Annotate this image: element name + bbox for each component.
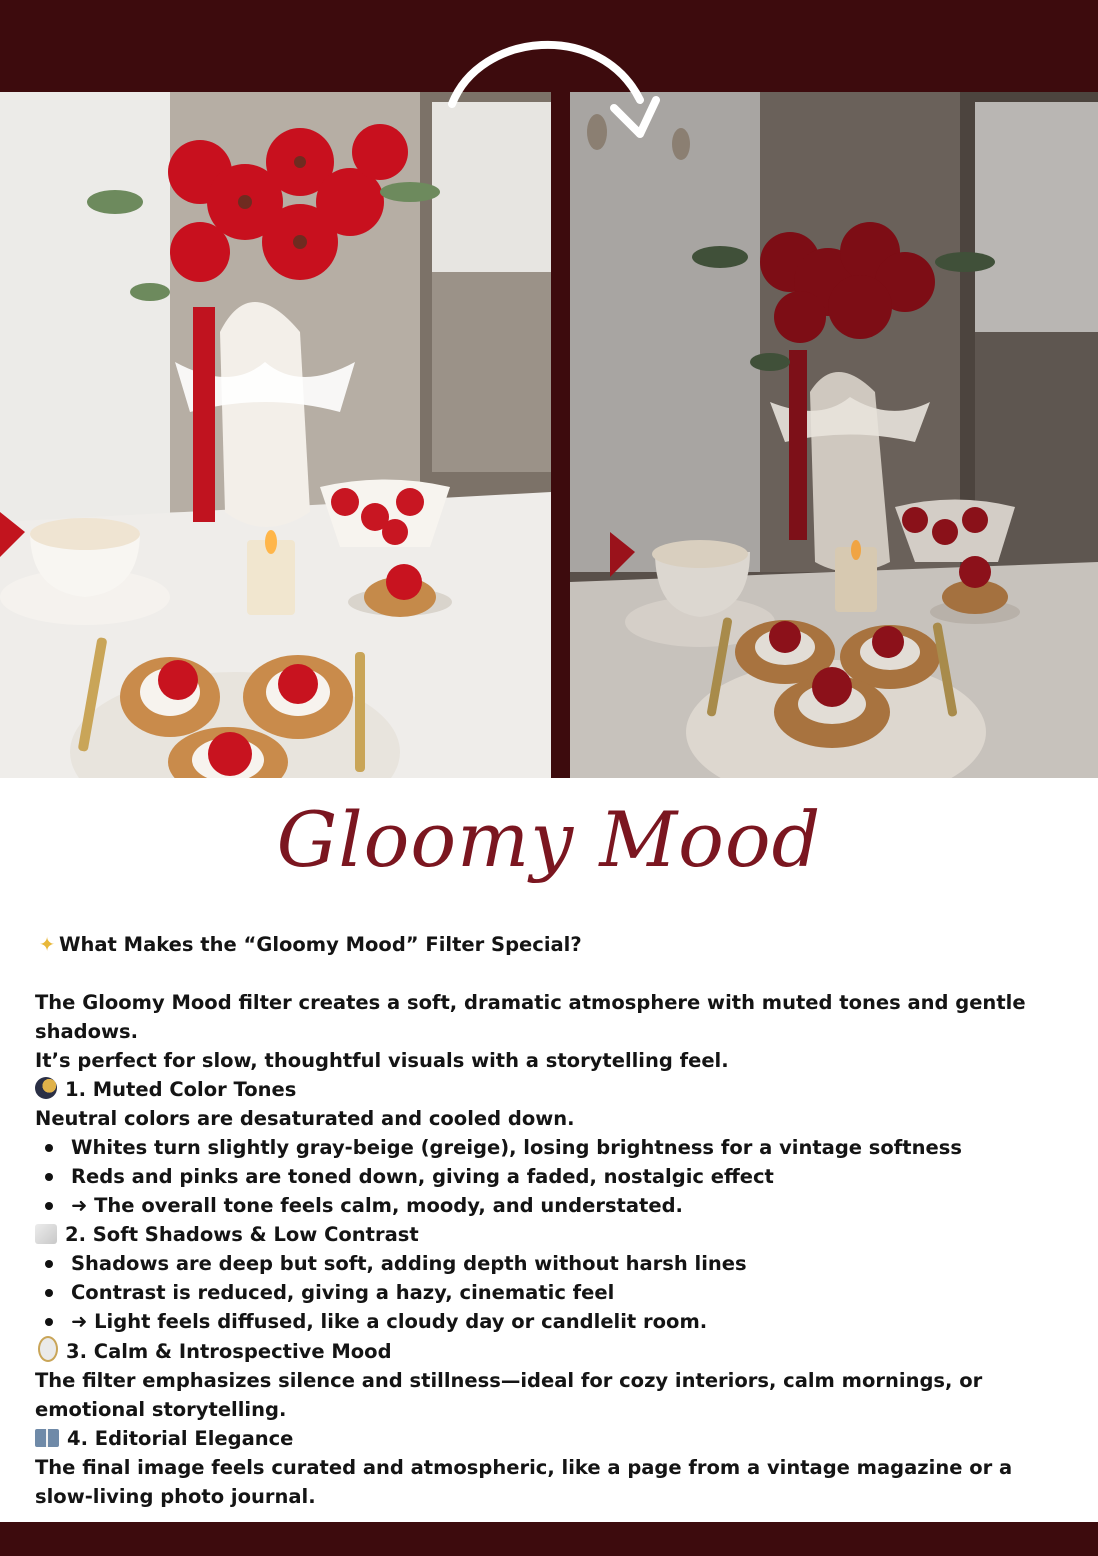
list-item: Shadows are deep but soft, adding depth without harsh lines <box>71 1249 1075 1278</box>
sparkles-icon: ✦ <box>38 933 56 956</box>
section-heading-2: 2. Soft Shadows & Low Contrast <box>35 1220 1075 1249</box>
section-body-3: The filter emphasizes silence and stillness—ideal for cozy interiors, calm mornings, or emotional storytelling. <box>35 1369 983 1421</box>
list-item: Whites turn slightly gray-beige (greige), losing brightness for a vintage softness <box>71 1133 1075 1162</box>
intro-line-2: It’s perfect for slow, thoughtful visuals with a storytelling feel. <box>35 1049 729 1072</box>
section-list-2 <box>35 1249 1075 1336</box>
photo-divider <box>551 92 570 778</box>
list-item: ➜ Light feels diffused, like a cloudy day or candlelit room. <box>71 1307 1075 1336</box>
list-item: Reds and pinks are toned down, giving a faded, nostalgic effect <box>71 1162 1075 1191</box>
description <box>35 930 1075 1511</box>
section-heading-4: 4. Editorial Elegance <box>35 1424 1075 1453</box>
section-body-4: The final image feels curated and atmospheric, like a page from a vintage magazine or a slow-living photo journal. <box>35 1456 1013 1508</box>
after-photo <box>570 92 1098 778</box>
section-lead-1: Neutral colors are desaturated and cooled down. <box>35 1107 575 1130</box>
list-item: ➜ The overall tone feels calm, moody, and understated. <box>71 1191 1075 1220</box>
bottom-banner <box>0 1522 1098 1556</box>
curved-arrow-icon <box>0 0 1098 160</box>
question-heading: ✦ What Makes the “Gloomy Mood” Filter Special? <box>35 930 1075 959</box>
section-heading-1: 1. Muted Color Tones <box>35 1075 1075 1104</box>
before-photo <box>0 92 551 778</box>
cloud-icon <box>35 1224 57 1244</box>
section-list-1 <box>35 1133 1075 1220</box>
moon-icon <box>35 1077 57 1099</box>
intro-line-1: The Gloomy Mood filter creates a soft, dramatic atmosphere with muted tones and gentle shadows. <box>35 991 1026 1043</box>
mirror-icon <box>38 1336 58 1362</box>
page-title: Gloomy Mood <box>276 795 822 884</box>
section-heading-3: 3. Calm & Introspective Mood <box>35 1336 1075 1366</box>
book-icon <box>35 1429 59 1447</box>
list-item: Contrast is reduced, giving a hazy, cinematic feel <box>71 1278 1075 1307</box>
